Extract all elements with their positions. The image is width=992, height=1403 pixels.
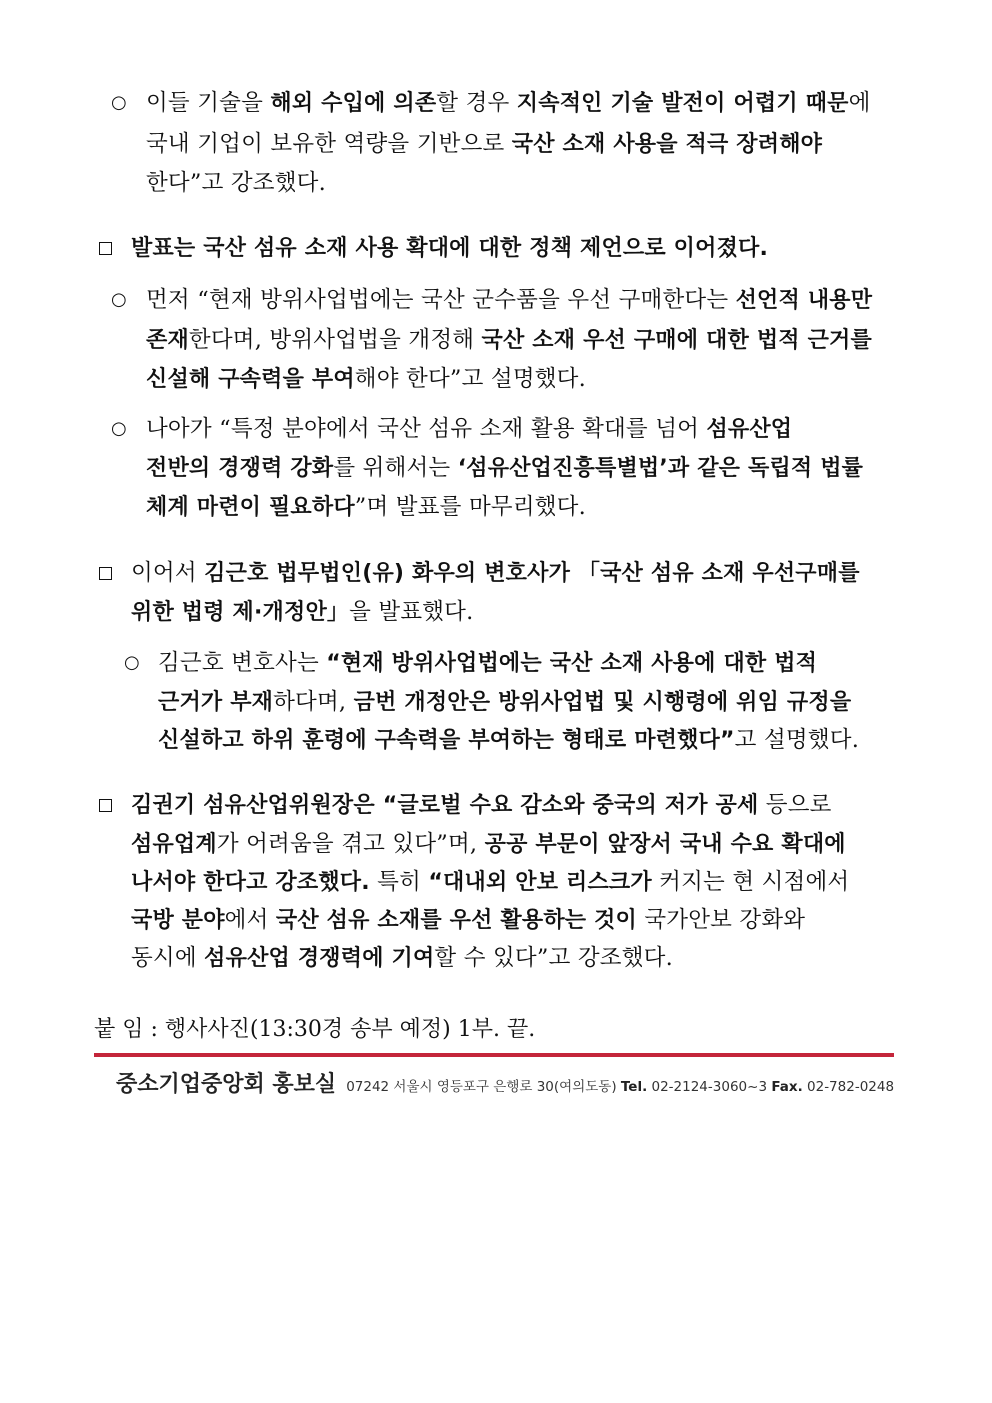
bold-text-run: 해외 수입에 의존 [270, 91, 437, 116]
text-line [146, 285, 872, 316]
bold-text-run: 섬유산업 경쟁력에 기여 [204, 946, 435, 971]
text-run: 가 어려움을 겪고 있다”며, [216, 831, 485, 857]
text-run: 하다며, [273, 689, 354, 715]
bold-text-run: 공공 부문이 앞장서 국내 수요 확대에 [484, 832, 846, 857]
footer-fax: 02-782-0248 [802, 1079, 895, 1095]
text-line [146, 325, 872, 356]
bold-text-run: 국산 소재 사용을 적극 장려해야 [511, 132, 823, 157]
text-line [131, 867, 849, 898]
bold-text-run: “대내외 안보 리스크가 [428, 870, 652, 895]
attachment-note: 붙 임 : 행사사진(13:30경 송부 예정) 1부. 끝. [94, 1017, 536, 1042]
text-run: 에서 [224, 907, 276, 933]
text-run: 커지는 현 시점에서 [651, 869, 850, 895]
bold-text-run: 금번 개정안은 방위사업법 및 시행령에 위임 규정을 [353, 690, 852, 715]
footer-divider [94, 1053, 894, 1057]
text-line [131, 829, 846, 860]
square-bullet-icon [99, 799, 112, 812]
text-line [158, 648, 817, 679]
text-line [131, 905, 805, 936]
text-line [146, 129, 822, 160]
text-run: 이어서 [131, 560, 205, 586]
text-run: 이들 기술을 [146, 90, 271, 116]
text-line [131, 943, 673, 974]
text-run: 한다”고 강조했다. [146, 170, 326, 196]
square-bullet-icon [99, 242, 112, 255]
footer-address: 07242 서울시 영등포구 은행로 30(여의도동) [346, 1079, 621, 1095]
text-run: 해야 한다”고 설명했다. [354, 366, 586, 392]
bold-text-run: 김권기 섬유산업위원장은 “글로벌 수요 감소와 중국의 저가 공세 [131, 793, 759, 818]
text-run: 동시에 [131, 945, 205, 971]
bold-text-run: 근거가 부재 [158, 690, 274, 715]
text-line [131, 558, 860, 589]
footer-tel: 02-2124-3060~3 [647, 1079, 772, 1095]
text-run: 한다며, 방위사업법을 개정해 [188, 327, 482, 353]
text-run: 나아가 “특정 분야에서 국산 섬유 소재 활용 확대를 넘어 [146, 416, 707, 442]
square-bullet-icon [99, 567, 112, 580]
footer-org: 중소기업중앙회 홍보실 [116, 1072, 337, 1097]
text-line [146, 453, 863, 484]
text-run: 김근호 변호사는 [158, 650, 327, 676]
footer-fax-label: Fax. [771, 1079, 803, 1095]
text-run: 특히 [369, 869, 429, 895]
bold-text-run: 신설해 구속력을 부여 [146, 367, 355, 392]
bold-text-run: 섬유업계 [131, 832, 217, 857]
bold-text-run: 김근호 법무법인(유) 화우의 변호사가 「국산 섬유 소재 우선구매를 [204, 561, 860, 586]
bold-text-run: 체계 마련이 필요하다 [146, 495, 355, 520]
text-run: 국가안보 강화와 [636, 907, 806, 933]
circle-bullet-icon: ○ [111, 289, 127, 310]
circle-bullet-icon: ○ [124, 652, 140, 673]
text-line [146, 414, 792, 445]
bold-text-run: ‘섬유산업진흥특별법’과 같은 독립적 법률 [457, 456, 864, 481]
bold-text-run: 섬유산업 [706, 417, 793, 442]
text-line [146, 88, 871, 119]
bold-text-run: 지속적인 기술 발전이 어렵기 때문 [516, 91, 849, 116]
bold-text-run: 전반의 경쟁력 강화 [146, 456, 334, 481]
text-line [146, 492, 586, 523]
text-line [158, 687, 851, 718]
bold-text-run: 위한 법령 제·개정안」 [131, 600, 350, 625]
text-run: 등으로 [758, 792, 832, 818]
text-line [146, 168, 326, 198]
bold-text-run: 발표는 국산 섬유 소재 사용 확대에 대한 정책 제언으로 이어졌다. [131, 236, 769, 261]
footer [116, 1069, 894, 1103]
footer-tel-label: Tel. [620, 1079, 648, 1095]
bold-text-run: 국산 섬유 소재를 우선 활용하는 것이 [275, 908, 637, 933]
bold-text-run: 존재 [146, 328, 189, 353]
section-heading [131, 233, 768, 264]
text-run: 을 발표했다. [349, 599, 474, 625]
text-run: 를 위해서는 [333, 455, 458, 481]
text-run: 고 설명했다. [734, 727, 860, 753]
text-line [158, 725, 859, 756]
text-line [131, 790, 832, 821]
text-line [131, 597, 473, 628]
bold-text-run: 신설하고 하위 훈령에 구속력을 부여하는 형태로 마련했다” [158, 728, 735, 753]
bold-text-run: 국산 소재 우선 구매에 대한 법적 근거를 [481, 328, 872, 353]
text-run: 먼저 “현재 방위사업법에는 국산 군수품을 우선 구매한다는 [146, 287, 736, 313]
bold-text-run: 나서야 한다고 강조했다. [131, 870, 370, 895]
circle-bullet-icon: ○ [111, 418, 127, 439]
text-run: 할 수 있다”고 강조했다. [434, 945, 673, 971]
bold-text-run: “현재 방위사업법에는 국산 소재 사용에 대한 법적 [326, 651, 818, 676]
circle-bullet-icon: ○ [111, 92, 127, 113]
bold-text-run: 국방 분야 [131, 908, 225, 933]
text-run: ”며 발표를 마무리했다. [354, 494, 586, 520]
text-run: 에 [848, 90, 871, 116]
text-run: 할 경우 [436, 90, 517, 116]
text-run: 국내 기업이 보유한 역량을 기반으로 [146, 131, 512, 157]
text-line [146, 364, 586, 395]
bold-text-run: 선언적 내용만 [735, 288, 873, 313]
